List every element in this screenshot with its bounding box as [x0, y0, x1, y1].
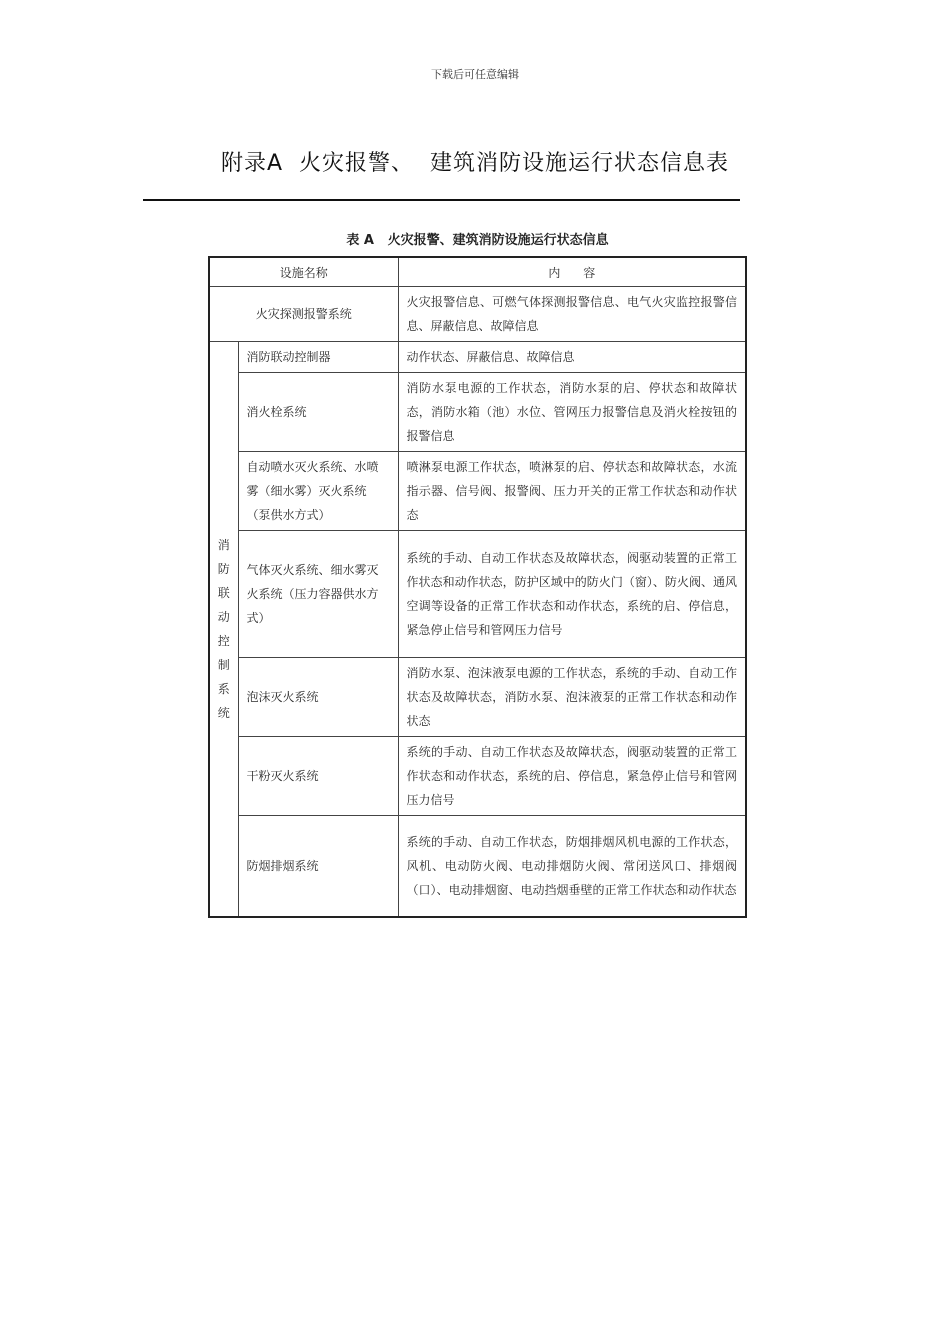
facility-name-cell: 泡沫灭火系统	[238, 658, 398, 737]
table-row	[209, 658, 746, 737]
table-row	[209, 452, 746, 531]
status-info-table	[208, 256, 747, 918]
group-label-cell	[209, 342, 238, 918]
table-row	[209, 816, 746, 918]
table-caption: 表 A 火灾报警、建筑消防设施运行状态信息	[346, 233, 609, 248]
facility-name-cell: 气体灭火系统、细水雾灭火系统（压力容器供水方式）	[238, 531, 398, 658]
header-content: 内 容	[398, 257, 746, 287]
content-cell: 系统的手动、自动工作状态及故障状态，阀驱动装置的正常工作状态和动作状态，系统的启、停信息，紧急停止信号和管网压力信号	[398, 737, 746, 816]
table-row	[209, 737, 746, 816]
content-cell: 消防水泵电源的工作状态，消防水泵的启、停状态和故障状态，消防水箱（池）水位、管网压力报警信息及消火栓按钮的报警信息	[398, 373, 746, 452]
document-title: 附录A 火灾报警、 建筑消防设施运行状态信息表	[220, 151, 730, 176]
facility-name-cell: 消火栓系统	[238, 373, 398, 452]
table-row	[209, 531, 746, 658]
group-label-text: 消防联动控制系统	[217, 538, 230, 720]
title-underline	[143, 199, 740, 201]
facility-name-cell: 防烟排烟系统	[238, 816, 398, 918]
header-facility-name: 设施名称	[209, 257, 398, 287]
content-cell: 系统的手动、自动工作状态及故障状态，阀驱动装置的正常工作状态和动作状态，防护区域中的防火门（窗）、防火阀、通风空调等设备的正常工作状态和动作状态，系统的启、停信息，紧急停止信号和管网压力信号	[398, 531, 746, 658]
table-header-row	[209, 257, 746, 287]
header-note: 下载后可任意编辑	[431, 68, 519, 81]
facility-name-cell: 消防联动控制器	[238, 342, 398, 373]
table-row	[209, 342, 746, 373]
facility-name-cell: 自动喷水灭火系统、水喷雾（细水雾）灭火系统（泵供水方式）	[238, 452, 398, 531]
facility-name-cell: 干粉灭火系统	[238, 737, 398, 816]
table-row	[209, 373, 746, 452]
facility-name-cell: 火灾探测报警系统	[209, 287, 398, 342]
content-cell: 火灾报警信息、可燃气体探测报警信息、电气火灾监控报警信息、屏蔽信息、故障信息	[398, 287, 746, 342]
content-cell: 动作状态、屏蔽信息、故障信息	[398, 342, 746, 373]
content-cell: 消防水泵、泡沫液泵电源的工作状态，系统的手动、自动工作状态及故障状态，消防水泵、泡沫液泵的正常工作状态和动作状态	[398, 658, 746, 737]
table-row	[209, 287, 746, 342]
content-cell: 喷淋泵电源工作状态，喷淋泵的启、停状态和故障状态，水流指示器、信号阀、报警阀、压力开关的正常工作状态和动作状态	[398, 452, 746, 531]
content-cell: 系统的手动、自动工作状态，防烟排烟风机电源的工作状态，风机、电动防火阀、电动排烟防火阀、常闭送风口、排烟阀（口）、电动排烟窗、电动挡烟垂壁的正常工作状态和动作状态	[398, 816, 746, 918]
